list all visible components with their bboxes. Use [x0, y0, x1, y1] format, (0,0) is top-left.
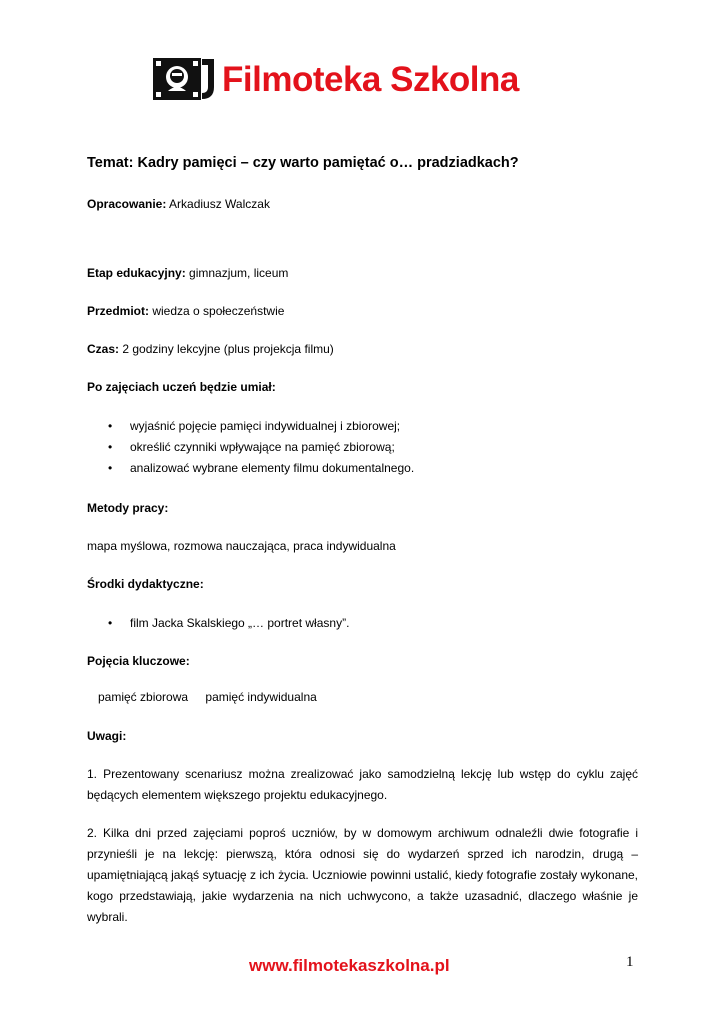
- notes-heading: Uwagi:: [87, 729, 127, 743]
- resources-list: [87, 615, 349, 636]
- time-line: [87, 341, 334, 357]
- concepts-heading: Pojęcia kluczowe:: [87, 654, 190, 668]
- resources-heading: Środki dydaktyczne:: [87, 577, 204, 591]
- filmoteka-logo: [152, 57, 572, 103]
- concept-item: pamięć indywidualna: [205, 690, 317, 704]
- bullet-icon: •: [108, 461, 113, 475]
- concept-item: pamięć zbiorowa: [98, 690, 189, 704]
- subject-line: [87, 303, 284, 319]
- bullet-icon: •: [108, 419, 113, 433]
- list-item: • wyjaśnić pojęcie pamięci indywidualnej i zbiorowej;: [108, 419, 401, 433]
- bullet-icon: •: [108, 440, 113, 454]
- list-item: • określić czynniki wpływające na pamięć zbiorową;: [108, 440, 395, 454]
- methods-text: mapa myślowa, rozmowa nauczająca, praca indywidualna: [87, 539, 396, 553]
- note-paragraph-2: 2. Kilka dni przed zajęciami poproś uczniów, by w domowym archiwum odnaleźli dwie fotografie i przynieśli je na lekcję: pierwszą, która odnosi się do wydarzeń sprzed ich narodzin, drugą – upamiętniającą jakąś sytuację z ich życia. Uczniowie powinni ustalić, kiedy fotografie zostały wykonane, kogo przedstawiają, jakie wydarzenia na nich uchwycono, a także uzasadnić, dlaczego właśnie je wybrali.: [87, 826, 638, 924]
- note-paragraph-1: 1. Prezentowany scenariusz można zrealizować jako samodzielną lekcję lub wstęp do cyklu zajęć będących elementem większego projektu edukacyjnego.: [87, 767, 638, 802]
- stage-value: gimnazjum, liceum: [185, 266, 289, 280]
- list-item: • film Jacka Skalskiego „… portret własny”.: [108, 616, 350, 630]
- methods-heading: Metody pracy:: [87, 501, 169, 515]
- concepts-list: [98, 690, 331, 704]
- objectives-heading: Po zajęciach uczeń będzie umiał:: [87, 380, 276, 394]
- objectives-list: [87, 418, 414, 481]
- author-value: Arkadiusz Walczak: [166, 197, 270, 211]
- author-line: [87, 196, 270, 212]
- bullet-icon: •: [108, 616, 113, 630]
- page-number: 1: [626, 954, 634, 970]
- stage-label: Etap edukacyjny:: [87, 266, 186, 280]
- subject-label: Przedmiot:: [87, 304, 150, 318]
- footer-url: www.filmotekaszkolna.pl: [249, 956, 450, 975]
- film-reel-icon: [152, 57, 218, 101]
- time-value: 2 godziny lekcyjne (plus projekcja filmu): [119, 342, 334, 356]
- list-item: • analizować wybrane elementy filmu dokumentalnego.: [108, 461, 415, 475]
- page-title: Temat: Kadry pamięci – czy warto pamiętać o… pradziadkach?: [87, 155, 519, 171]
- logo-text: Filmoteka Szkolna: [222, 60, 519, 99]
- subject-value: wiedza o społeczeństwie: [149, 304, 285, 318]
- author-label: Opracowanie:: [87, 197, 167, 211]
- stage-line: [87, 265, 288, 281]
- time-label: Czas:: [87, 342, 120, 356]
